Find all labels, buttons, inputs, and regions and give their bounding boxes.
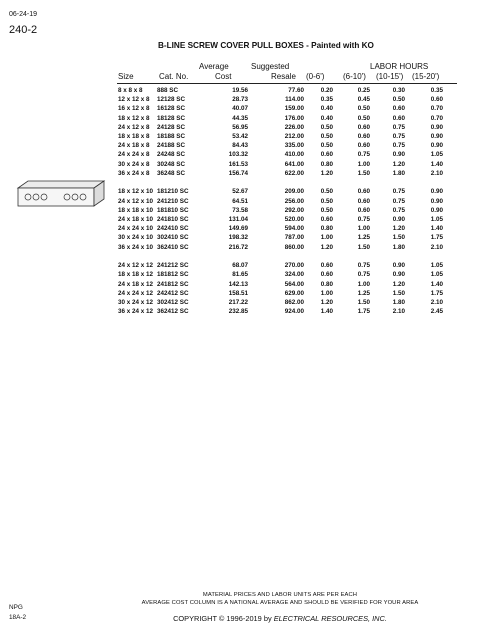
labor-0-6-cell: 0.50 xyxy=(320,188,333,196)
suggested-header-bottom: Resale xyxy=(271,72,296,81)
suggested-resale-cell: 159.00 xyxy=(284,105,304,113)
labor-15-20-cell: 0.60 xyxy=(430,96,443,104)
labor-header-15-20: (15-20') xyxy=(412,72,440,81)
table-row xyxy=(0,243,494,252)
labor-10-15-cell: 0.90 xyxy=(392,262,405,270)
size-cell: 8 x 8 x 8 xyxy=(118,87,143,94)
labor-10-15-cell: 1.50 xyxy=(392,234,405,242)
labor-10-15-cell: 0.75 xyxy=(392,206,405,214)
average-cost-cell: 52.67 xyxy=(232,188,248,196)
average-cost-cell: 103.32 xyxy=(228,151,248,159)
labor-10-15-cell: 0.60 xyxy=(392,114,405,122)
suggested-resale-cell: 209.00 xyxy=(284,188,304,196)
labor-15-20-cell: 1.05 xyxy=(430,262,443,270)
average-cost-cell: 40.07 xyxy=(232,105,248,113)
size-cell: 24 x 18 x 8 xyxy=(118,142,150,150)
labor-15-20-cell: 0.70 xyxy=(430,105,443,113)
labor-header-0-6: (0-6') xyxy=(306,72,325,81)
labor-6-10-cell: 1.00 xyxy=(357,225,370,233)
size-cell: 30 x 24 x 12 xyxy=(118,298,154,306)
suggested-resale-cell: 924.00 xyxy=(284,308,304,316)
labor-0-6-cell: 0.40 xyxy=(320,105,333,113)
suggested-resale-cell: 862.00 xyxy=(284,298,304,306)
size-cell: 12 x 12 x 8 xyxy=(118,96,150,104)
size-cell: 18 x 12 x 10 xyxy=(118,188,154,196)
cat-no-cell: 241212 SC xyxy=(157,262,189,270)
suggested-resale-cell: 176.00 xyxy=(284,114,304,122)
table-row xyxy=(0,86,494,95)
labor-15-20-cell: 1.40 xyxy=(430,225,443,233)
copyright-company: ELECTRICAL RESOURCES, INC. xyxy=(273,614,387,623)
suggested-resale-cell: 114.00 xyxy=(285,96,304,104)
average-cost-cell: 73.58 xyxy=(232,206,248,214)
size-cell: 24 x 12 x 10 xyxy=(118,197,154,205)
suggested-resale-cell: 564.00 xyxy=(284,280,304,288)
average-cost-cell: 131.04 xyxy=(228,215,248,223)
labor-6-10-cell: 1.50 xyxy=(357,243,370,251)
labor-0-6-cell: 0.60 xyxy=(320,262,333,270)
size-cell: 16 x 12 x 8 xyxy=(118,105,150,113)
cat-no-cell: 181810 SC xyxy=(157,206,189,214)
labor-0-6-cell: 1.40 xyxy=(320,308,333,316)
cat-no-cell: 18128 SC xyxy=(157,114,186,122)
table-row xyxy=(0,150,494,159)
size-header: Size xyxy=(118,72,134,81)
average-cost-cell: 68.07 xyxy=(232,262,248,270)
labor-0-6-cell: 0.50 xyxy=(320,197,333,205)
average-cost-cell: 161.53 xyxy=(228,160,248,168)
table-title: B-LINE SCREW COVER PULL BOXES - Painted with KO xyxy=(158,41,374,50)
table-row xyxy=(0,261,494,270)
labor-15-20-cell: 1.40 xyxy=(430,160,443,168)
table-row xyxy=(0,307,494,316)
labor-6-10-cell: 0.60 xyxy=(357,188,370,196)
suggested-resale-cell: 77.60 xyxy=(288,87,304,94)
table-row xyxy=(0,289,494,298)
labor-15-20-cell: 2.10 xyxy=(430,169,443,177)
labor-6-10-cell: 0.60 xyxy=(357,132,370,140)
labor-6-10-cell: 0.60 xyxy=(357,206,370,214)
table-row xyxy=(0,270,494,279)
labor-0-6-cell: 0.80 xyxy=(320,160,333,168)
cat-no-cell: 24128 SC xyxy=(157,123,186,131)
table-row xyxy=(0,169,494,178)
table-row xyxy=(0,114,494,123)
average-cost-cell: 84.43 xyxy=(232,142,248,150)
size-cell: 30 x 24 x 8 xyxy=(118,160,150,168)
cat-no-cell: 181210 SC xyxy=(157,188,189,196)
footer-line-2: AVERAGE COST COLUMN IS A NATIONAL AVERAGE AND SHOULD BE VERIFIED FOR YOUR AREA xyxy=(141,600,419,606)
suggested-resale-cell: 594.00 xyxy=(284,225,304,233)
size-cell: 24 x 18 x 10 xyxy=(118,215,154,223)
labor-15-20-cell: 2.10 xyxy=(430,298,443,306)
suggested-resale-cell: 335.00 xyxy=(284,142,304,150)
average-cost-cell: 149.69 xyxy=(228,225,248,233)
labor-6-10-cell: 0.75 xyxy=(357,215,370,223)
size-cell: 18 x 18 x 8 xyxy=(118,132,150,140)
table-row xyxy=(0,298,494,307)
size-cell: 24 x 12 x 12 xyxy=(118,262,154,270)
labor-6-10-cell: 1.50 xyxy=(357,169,370,177)
size-cell: 36 x 24 x 12 xyxy=(118,308,154,316)
row-group xyxy=(0,261,494,316)
labor-6-10-cell: 0.75 xyxy=(357,262,370,270)
suggested-resale-cell: 212.00 xyxy=(284,132,304,140)
labor-0-6-cell: 0.60 xyxy=(320,271,333,279)
table-row xyxy=(0,141,494,150)
cat-no-cell: 241812 SC xyxy=(157,280,189,288)
labor-0-6-cell: 1.20 xyxy=(320,169,333,177)
average-header-bottom: Cost xyxy=(215,72,232,81)
labor-10-15-cell: 0.75 xyxy=(392,123,405,131)
average-cost-cell: 158.51 xyxy=(228,289,248,297)
labor-0-6-cell: 0.40 xyxy=(320,114,333,122)
labor-15-20-cell: 0.35 xyxy=(430,87,443,94)
footer-note xyxy=(100,591,460,607)
revision-date: 06-24-19 xyxy=(9,11,38,18)
labor-10-15-cell: 1.80 xyxy=(392,169,405,177)
suggested-resale-cell: 256.00 xyxy=(284,197,304,205)
cat-no-cell: 24188 SC xyxy=(157,142,186,150)
labor-15-20-cell: 1.05 xyxy=(430,215,443,223)
cat-no-cell: 16128 SC xyxy=(157,105,186,113)
labor-6-10-cell: 1.00 xyxy=(357,160,370,168)
table-row xyxy=(0,280,494,289)
cat-no-cell: 241210 SC xyxy=(157,197,189,205)
labor-6-10-cell: 0.75 xyxy=(357,151,370,159)
cat-no-cell: 18188 SC xyxy=(157,132,186,140)
labor-0-6-cell: 0.50 xyxy=(320,142,333,150)
cat-no-cell: 242412 SC xyxy=(157,289,189,297)
table-row xyxy=(0,160,494,169)
suggested-resale-cell: 520.00 xyxy=(284,215,304,223)
labor-0-6-cell: 0.50 xyxy=(320,206,333,214)
cat-no-cell: 181812 SC xyxy=(157,271,189,279)
copyright-prefix: COPYRIGHT © 1996-2019 by xyxy=(173,614,274,623)
average-cost-cell: 217.22 xyxy=(228,298,248,306)
size-cell: 24 x 18 x 12 xyxy=(118,280,154,288)
suggested-resale-cell: 226.00 xyxy=(284,123,304,131)
average-cost-cell: 198.32 xyxy=(228,234,248,242)
labor-6-10-cell: 0.60 xyxy=(357,123,370,131)
cat-no-cell: 241810 SC xyxy=(157,215,189,223)
table-row xyxy=(0,104,494,113)
suggested-resale-cell: 270.00 xyxy=(284,262,304,270)
labor-6-10-cell: 0.60 xyxy=(357,197,370,205)
labor-6-10-cell: 0.75 xyxy=(357,271,370,279)
labor-10-15-cell: 1.80 xyxy=(392,298,405,306)
labor-0-6-cell: 0.35 xyxy=(320,96,333,104)
labor-10-15-cell: 0.75 xyxy=(392,132,405,140)
labor-15-20-cell: 2.45 xyxy=(430,308,443,316)
size-cell: 24 x 24 x 10 xyxy=(118,225,154,233)
average-cost-cell: 142.13 xyxy=(228,280,248,288)
average-header-top: Average xyxy=(199,62,229,71)
labor-6-10-cell: 0.50 xyxy=(357,114,370,122)
suggested-resale-cell: 629.00 xyxy=(284,289,304,297)
labor-10-15-cell: 0.90 xyxy=(392,271,405,279)
labor-10-15-cell: 0.75 xyxy=(392,188,405,196)
average-cost-cell: 28.73 xyxy=(232,96,248,104)
average-cost-cell: 64.51 xyxy=(232,197,248,205)
labor-0-6-cell: 0.20 xyxy=(320,87,333,94)
suggested-resale-cell: 860.00 xyxy=(284,243,304,251)
labor-15-20-cell: 1.75 xyxy=(430,234,443,242)
labor-10-15-cell: 0.75 xyxy=(392,142,405,150)
column-headers xyxy=(0,62,494,82)
footer-line-1: MATERIAL PRICES AND LABOR UNITS ARE PER EACH xyxy=(202,592,358,598)
labor-6-10-cell: 0.50 xyxy=(357,105,370,113)
copyright xyxy=(100,614,460,623)
cat-no-header: Cat. No. xyxy=(159,72,189,81)
footer-page-ref: 18A-2 xyxy=(9,614,27,621)
cat-no-cell: 30248 SC xyxy=(157,160,186,168)
cat-no-cell: 24248 SC xyxy=(157,151,186,159)
labor-6-10-cell: 0.25 xyxy=(357,87,370,94)
labor-0-6-cell: 1.00 xyxy=(320,234,333,242)
average-cost-cell: 53.42 xyxy=(232,132,248,140)
labor-10-15-cell: 0.60 xyxy=(392,105,405,113)
labor-header-10-15: (10-15') xyxy=(376,72,404,81)
size-cell: 24 x 24 x 8 xyxy=(118,151,150,159)
table-row xyxy=(0,224,494,233)
labor-15-20-cell: 0.90 xyxy=(430,206,443,214)
footer-npg: NPG xyxy=(9,604,23,611)
labor-15-20-cell: 1.40 xyxy=(430,280,443,288)
size-cell: 36 x 24 x 10 xyxy=(118,243,154,251)
labor-10-15-cell: 1.50 xyxy=(392,289,405,297)
labor-6-10-cell: 1.25 xyxy=(357,289,370,297)
table-row xyxy=(0,132,494,141)
cat-no-cell: 36248 SC xyxy=(157,169,186,177)
labor-10-15-cell: 1.20 xyxy=(392,225,405,233)
labor-hours-header: LABOR HOURS xyxy=(370,62,429,71)
labor-6-10-cell: 1.75 xyxy=(357,308,370,316)
labor-0-6-cell: 0.50 xyxy=(320,132,333,140)
suggested-resale-cell: 641.00 xyxy=(284,160,304,168)
labor-15-20-cell: 0.90 xyxy=(430,142,443,150)
labor-0-6-cell: 0.80 xyxy=(320,280,333,288)
labor-15-20-cell: 0.90 xyxy=(430,188,443,196)
labor-0-6-cell: 1.20 xyxy=(320,298,333,306)
size-cell: 36 x 24 x 8 xyxy=(118,169,150,177)
suggested-resale-cell: 622.00 xyxy=(284,169,304,177)
labor-10-15-cell: 0.30 xyxy=(392,87,405,94)
footer-left-codes xyxy=(9,603,26,623)
cat-no-cell: 12128 SC xyxy=(157,96,186,104)
average-cost-cell: 19.56 xyxy=(232,87,248,94)
cat-no-cell: 362410 SC xyxy=(157,243,189,251)
labor-0-6-cell: 0.60 xyxy=(320,215,333,223)
labor-0-6-cell: 0.60 xyxy=(320,151,333,159)
suggested-resale-cell: 787.00 xyxy=(284,234,304,242)
labor-10-15-cell: 2.10 xyxy=(392,308,405,316)
size-cell: 24 x 24 x 12 xyxy=(118,289,154,297)
labor-10-15-cell: 0.50 xyxy=(392,96,405,104)
labor-0-6-cell: 1.20 xyxy=(320,243,333,251)
page-code: 240-2 xyxy=(9,24,38,36)
labor-15-20-cell: 0.90 xyxy=(430,197,443,205)
cat-no-cell: 362412 SC xyxy=(157,308,189,316)
labor-0-6-cell: 1.00 xyxy=(320,289,333,297)
pull-box-illustration xyxy=(12,178,108,213)
suggested-resale-cell: 324.00 xyxy=(284,271,304,279)
header-rule xyxy=(117,83,457,84)
labor-6-10-cell: 0.45 xyxy=(357,96,370,104)
labor-0-6-cell: 0.50 xyxy=(320,123,333,131)
labor-15-20-cell: 1.75 xyxy=(430,289,443,297)
size-cell: 18 x 12 x 8 xyxy=(118,114,150,122)
labor-6-10-cell: 1.00 xyxy=(357,280,370,288)
average-cost-cell: 232.85 xyxy=(228,308,248,316)
cat-no-cell: 302412 SC xyxy=(157,298,189,306)
average-cost-cell: 216.72 xyxy=(228,243,248,251)
labor-15-20-cell: 0.70 xyxy=(430,114,443,122)
table-row xyxy=(0,95,494,104)
average-cost-cell: 156.74 xyxy=(228,169,248,177)
suggested-resale-cell: 292.00 xyxy=(284,206,304,214)
cat-no-cell: 302410 SC xyxy=(157,234,189,242)
table-row xyxy=(0,123,494,132)
labor-6-10-cell: 1.25 xyxy=(357,234,370,242)
labor-10-15-cell: 0.75 xyxy=(392,197,405,205)
labor-6-10-cell: 1.50 xyxy=(357,298,370,306)
labor-header-6-10: (6-10') xyxy=(343,72,366,81)
table-row xyxy=(0,215,494,224)
labor-0-6-cell: 0.80 xyxy=(320,225,333,233)
labor-15-20-cell: 2.10 xyxy=(430,243,443,251)
labor-10-15-cell: 0.90 xyxy=(392,151,405,159)
average-cost-cell: 81.65 xyxy=(232,271,248,279)
labor-10-15-cell: 0.90 xyxy=(392,215,405,223)
size-cell: 18 x 18 x 12 xyxy=(118,271,154,279)
labor-10-15-cell: 1.20 xyxy=(392,280,405,288)
labor-15-20-cell: 0.90 xyxy=(430,123,443,131)
size-cell: 30 x 24 x 10 xyxy=(118,234,154,242)
labor-15-20-cell: 0.90 xyxy=(430,132,443,140)
size-cell: 24 x 12 x 8 xyxy=(118,123,150,131)
labor-15-20-cell: 1.05 xyxy=(430,271,443,279)
cat-no-cell: 888 SC xyxy=(157,87,179,94)
pull-box-icon xyxy=(12,178,108,208)
suggested-resale-cell: 410.00 xyxy=(284,151,304,159)
labor-10-15-cell: 1.20 xyxy=(392,160,405,168)
table-row xyxy=(0,233,494,242)
labor-15-20-cell: 1.05 xyxy=(430,151,443,159)
size-cell: 18 x 18 x 10 xyxy=(118,206,154,214)
average-cost-cell: 44.35 xyxy=(232,114,248,122)
labor-10-15-cell: 1.80 xyxy=(392,243,405,251)
row-group xyxy=(0,86,494,178)
labor-6-10-cell: 0.60 xyxy=(357,142,370,150)
suggested-header-top: Suggested xyxy=(251,62,290,71)
cat-no-cell: 242410 SC xyxy=(157,225,189,233)
average-cost-cell: 56.95 xyxy=(232,123,248,131)
